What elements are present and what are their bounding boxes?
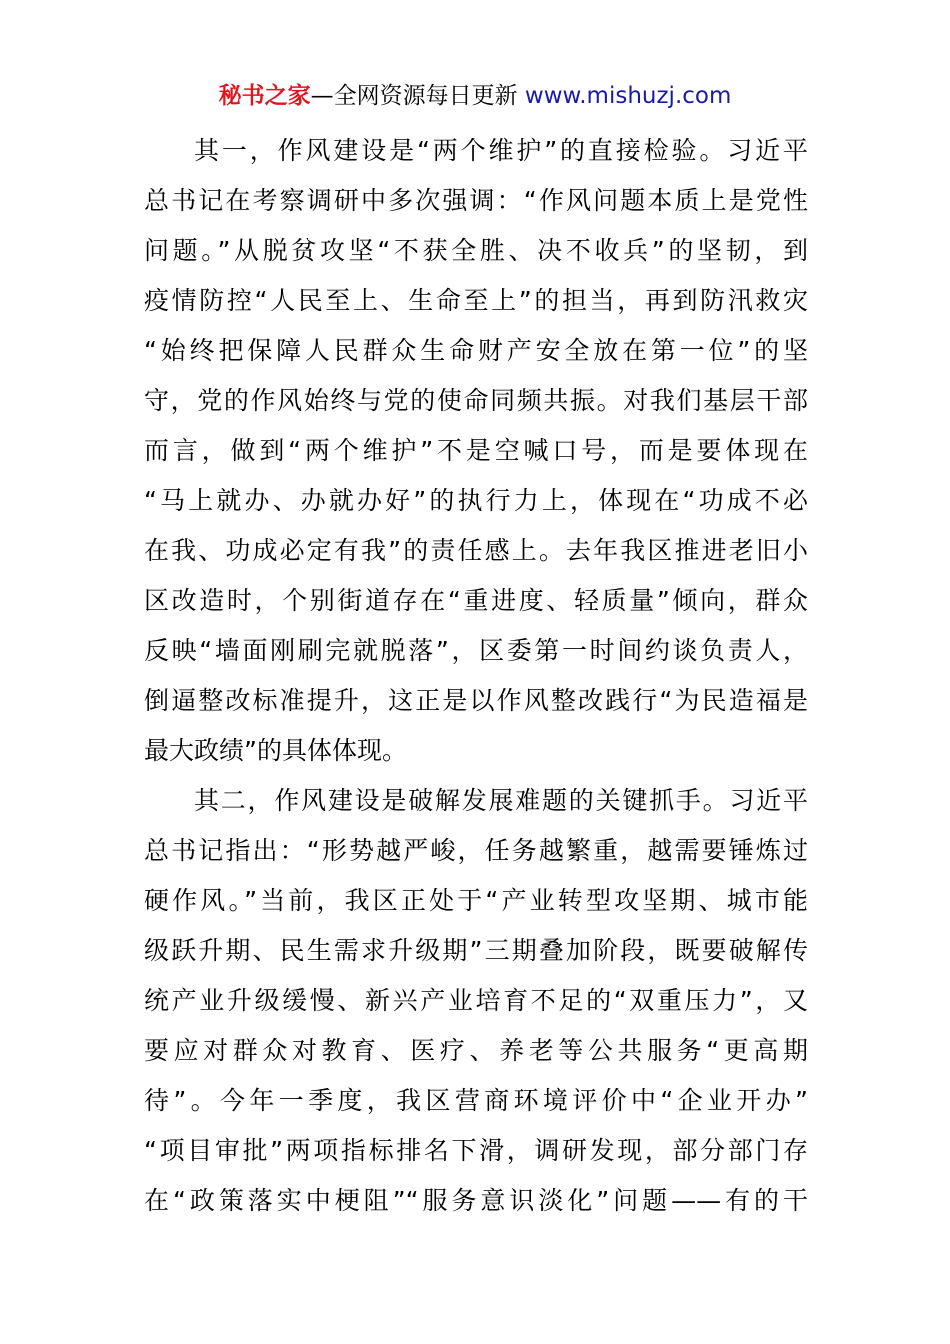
header-tagline: —全网资源每日更新 — [310, 83, 525, 109]
text-line: 守，党的作风始终与党的使命同频共振。对我们基层干部 — [144, 386, 808, 415]
text-line: “始终把保障人民群众生命财产安全放在第一位”的坚 — [144, 336, 808, 365]
text-line: 问题。”从脱贫攻坚“不获全胜、决不收兵”的坚韧，到 — [144, 236, 808, 265]
document-body — [144, 126, 808, 1226]
text-line: 最大政绩”的具体体现。 — [144, 736, 407, 765]
text-line: 倒逼整改标准提升，这正是以作风整改践行“为民造福是 — [144, 686, 808, 715]
text-line: “项目审批”两项指标排名下滑，调研发现，部分部门存 — [144, 1136, 808, 1165]
text-line: 在我、功成必定有我”的责任感上。去年我区推进老旧小 — [144, 536, 808, 565]
text-line: 统产业升级缓慢、新兴产业培育不足的“双重压力”，又 — [144, 986, 808, 1015]
brand-name: 秘书之家 — [218, 83, 311, 109]
text-line: 其二，作风建设是破解发展难题的关键抓手。习近平 — [194, 786, 808, 815]
text-line: 在“政策落实中梗阻”“服务意识淡化”问题——有的干 — [144, 1186, 808, 1215]
text-line: 硬作风。”当前，我区正处于“产业转型攻坚期、城市能 — [144, 886, 808, 915]
text-line: 其一，作风建设是“两个维护”的直接检验。习近平 — [194, 136, 808, 165]
text-line: 区改造时，个别街道存在“重进度、轻质量”倾向，群众 — [144, 586, 808, 615]
text-line: 级跃升期、民生需求升级期”三期叠加阶段，既要破解传 — [144, 936, 808, 965]
paragraph — [144, 776, 808, 1226]
text-line: “马上就办、办就办好”的执行力上，体现在“功成不必 — [144, 486, 808, 515]
text-line: 要应对群众对教育、医疗、养老等公共服务“更高期 — [144, 1036, 808, 1065]
text-line: 总书记在考察调研中多次强调：“作风问题本质上是党性 — [144, 186, 808, 215]
text-line: 疫情防控“人民至上、生命至上”的担当，再到防汛救灾 — [144, 286, 808, 315]
paragraph — [144, 126, 808, 776]
text-line: 总书记指出：“形势越严峻，任务越繁重，越需要锤炼过 — [144, 836, 808, 865]
page-header — [0, 80, 950, 112]
text-line: 而言，做到“两个维护”不是空喊口号，而是要体现在 — [144, 436, 808, 465]
text-line: 待”。今年一季度，我区营商环境评价中“企业开办” — [144, 1086, 808, 1115]
header-url-link[interactable]: www.mishuzj.com — [524, 83, 732, 109]
text-line: 反映“墙面刚刷完就脱落”，区委第一时间约谈负责人， — [144, 636, 808, 665]
